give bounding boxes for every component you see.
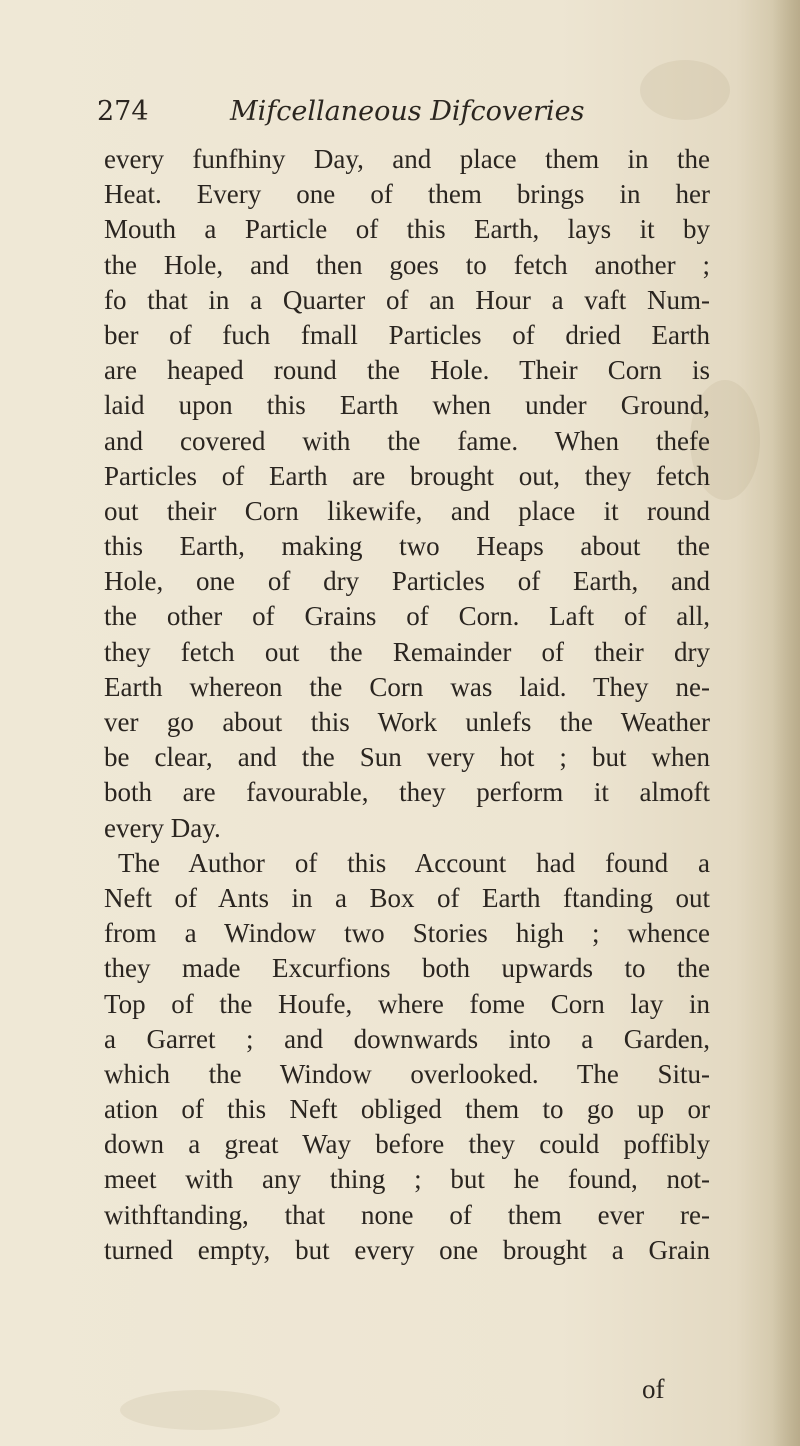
text-line: ver go about this Work unlefs the Weather xyxy=(104,707,710,737)
page-header xyxy=(97,96,717,136)
text-line: this Earth, making two Heaps about the xyxy=(104,531,710,562)
text-line: ber of fuch fmall Particles of dried Earth xyxy=(104,319,710,350)
catchword: of xyxy=(642,1374,665,1404)
text-line: down a great Way before they could poffibly xyxy=(104,1129,710,1160)
text-line: are heaped round the Hole. Their Corn is xyxy=(104,355,710,386)
body-text xyxy=(104,142,710,1268)
text-line: every funfhiny Day, and place them in the xyxy=(104,144,710,174)
text-line: the Hole, and then goes to fetch another ; xyxy=(104,249,710,280)
text-line: every Day. xyxy=(104,812,221,843)
text-line: Heat. Every one of them brings in her xyxy=(104,179,710,210)
text-line: which the Window overlooked. The Situ- xyxy=(104,1058,710,1089)
text-line: withftanding, that none of them ever re- xyxy=(104,1199,710,1230)
text-line: they fetch out the Remainder of their dry xyxy=(104,636,710,667)
paper-stain xyxy=(120,1390,280,1430)
text-line: out their Corn likewife, and place it round xyxy=(104,495,710,526)
text-line: meet with any thing ; but he found, not- xyxy=(104,1164,710,1195)
text-line: Particles of Earth are brought out, they fetch xyxy=(104,460,710,491)
text-line: Hole, one of dry Particles of Earth, and xyxy=(104,566,710,597)
text-line: Earth whereon the Corn was laid. They ne- xyxy=(104,671,710,702)
page-edge-shadow xyxy=(772,0,800,1446)
text-line: turned empty, but every one brought a Grain xyxy=(104,1234,710,1265)
text-line: be clear, and the Sun very hot ; but when xyxy=(104,742,710,773)
text-line: and covered with the fame. When thefe xyxy=(104,425,710,456)
text-line: ation of this Neft obliged them to go up or xyxy=(104,1094,710,1125)
text-line: Neft of Ants in a Box of Earth ftanding out xyxy=(104,882,710,913)
text-line: Top of the Houfe, where fome Corn lay in xyxy=(104,988,710,1019)
text-line: from a Window two Stories high ; whence xyxy=(104,918,710,949)
text-line: The Author of this Account had found a xyxy=(118,847,710,878)
text-line: fo that in a Quarter of an Hour a vaft Num- xyxy=(104,284,710,315)
text-line: Mouth a Particle of this Earth, lays it by xyxy=(104,214,710,245)
text-line: the other of Grains of Corn. Laft of all, xyxy=(104,601,710,632)
text-line: they made Excurfions both upwards to the xyxy=(104,953,710,984)
running-title: Mifcellaneous Difcoveries xyxy=(230,96,585,127)
page-number: 274 xyxy=(97,96,149,127)
text-line: laid upon this Earth when under Ground, xyxy=(104,390,710,421)
text-line: a Garret ; and downwards into a Garden, xyxy=(104,1023,710,1054)
text-line: both are favourable, they perform it almoft xyxy=(104,777,710,808)
